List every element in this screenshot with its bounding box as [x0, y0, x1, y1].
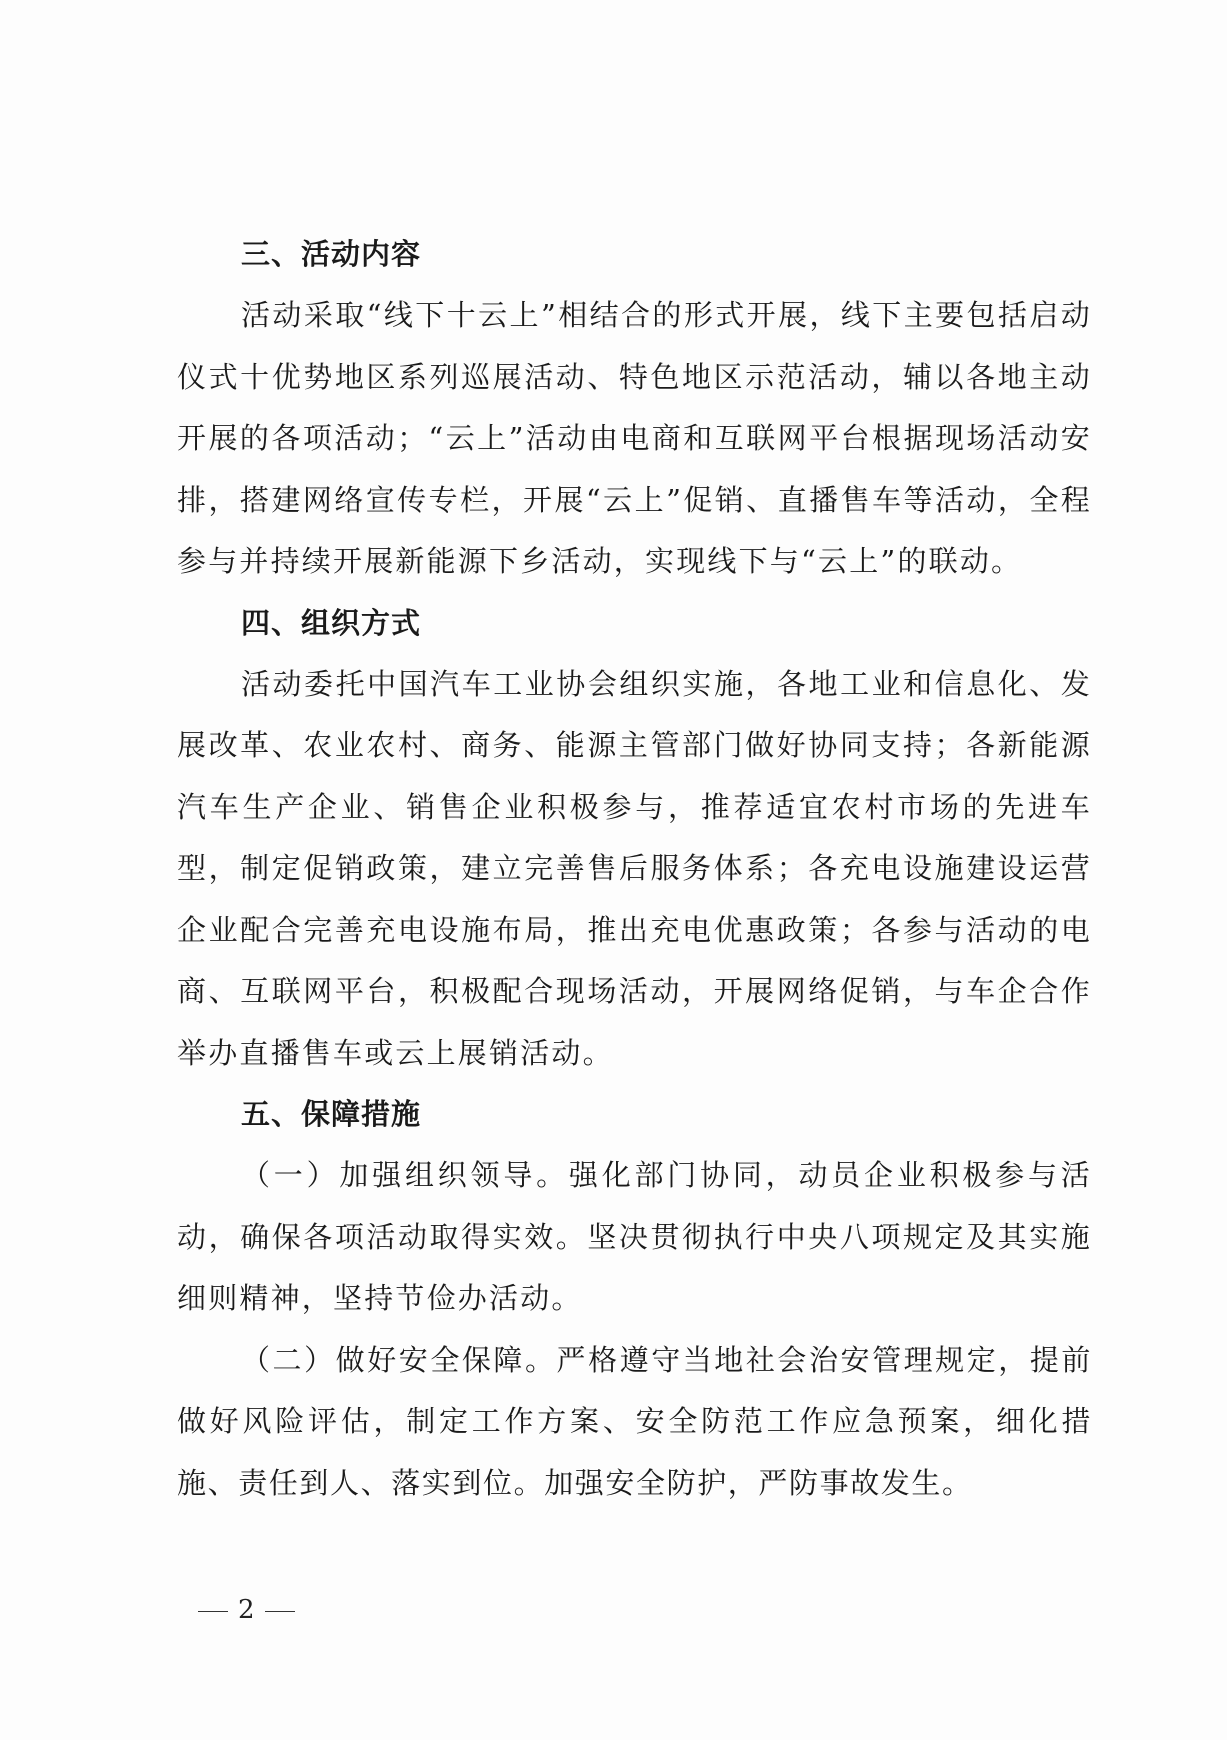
section-heading-organization: 四、组织方式: [241, 605, 422, 640]
footer-dash-left: [198, 1611, 228, 1612]
paragraph-organization: 活动委托中国汽车工业协会组织实施，各地工业和信息化、发展改革、农业农村、商务、能源主管部门做好协同支持；各新能源汽车生产企业、销售企业积极参与，推荐适宜农村市场的先进车型，制定促销政策，建立完善售后服务体系；各充电设施建设运营企业配合完善充电设施布局，推出充电优惠政策；各参与活动的电商、互联网平台，积极配合现场活动，开展网络促销，与车企合作举办直播售车或云上展销活动。: [177, 666, 1092, 1070]
footer-dash-right: [265, 1611, 295, 1612]
section-heading-activity-content: 三、活动内容: [241, 237, 422, 271]
document-body: [177, 224, 1092, 1514]
paragraph-safeguard-leadership: （一）加强组织领导。强化部门协同，动员企业积极参与活动，确保各项活动取得实效。坚决贯彻执行中央八项规定及其实施细则精神，坚持节俭办活动。: [177, 1158, 1092, 1315]
page-number: 2: [238, 1595, 255, 1625]
section-heading-safeguards: 五、保障措施: [241, 1097, 422, 1131]
paragraph-safeguard-safety: （二）做好安全保障。严格遵守当地社会治安管理规定，提前做好风险评估，制定工作方案、安全防范工作应急预案，细化措施、责任到人、落实到位。加强安全防护，严防事故发生。: [177, 1342, 1092, 1500]
page-footer: [188, 1590, 305, 1630]
paragraph-activity-content: 活动采取“线下十云上”相结合的形式开展，线下主要包括启动仪式十优势地区系列巡展活动、特色地区示范活动，辅以各地主动开展的各项活动；“云上”活动由电商和互联网平台根据现场活动安排，搭建网络宣传专栏，开展“云上”促销、直播售车等活动，全程参与并持续开展新能源下乡活动，实现线下与“云上”的联动。: [177, 298, 1092, 578]
